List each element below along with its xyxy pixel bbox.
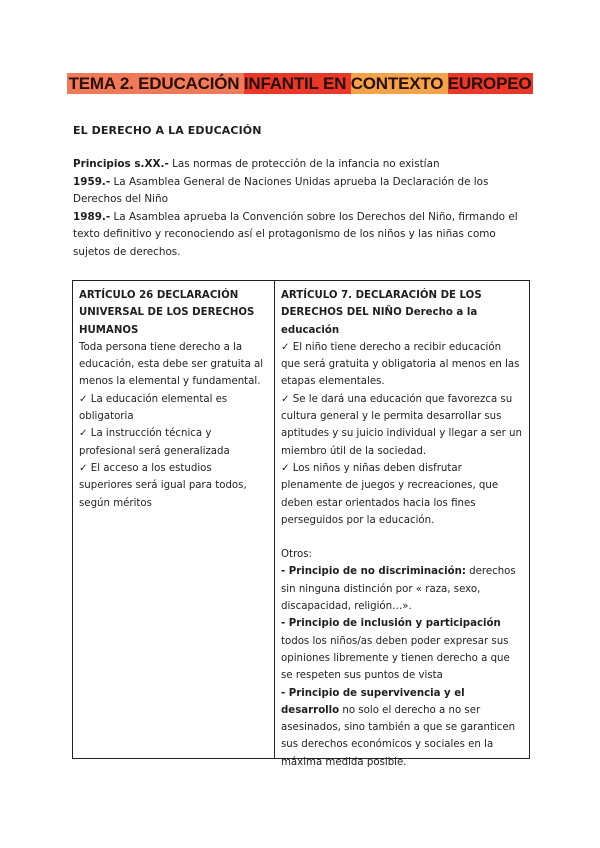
title-part-2: EDUCACIÓN [138, 74, 244, 93]
intro-text: Las normas de protección de la infancia no existían [168, 158, 440, 170]
left-check: ✓ El acceso a los estudios superiores será igual para todos, según méritos [79, 462, 247, 509]
principle-item [281, 615, 523, 684]
intro-label: 1989.- [73, 210, 111, 223]
section-heading: EL DERECHO A LA EDUCACIÓN [73, 124, 262, 137]
title-part-5: EUROPEO [447, 74, 532, 93]
table-column-right [275, 281, 529, 768]
intro-label: Principios s.XX.- [73, 158, 169, 170]
title-part-1: TEMA 2. [68, 74, 139, 93]
left-check: ✓ La educación elemental es obligatoria [79, 393, 228, 423]
right-check: ✓ Se le dará una educación que favorezca su cultura general y le permita desarrollar sus aptitudes y su juicio individual y llegar a ser un miembro útil de la sociedad. [281, 393, 522, 457]
principle-item [281, 685, 523, 771]
right-check: ✓ Los niños y niñas deben disfrutar plenamente de juegos y recreaciones, que deben estar orientados hacia los fines perseguidos por la educación. [281, 462, 499, 526]
intro-item [73, 209, 533, 262]
principle-label: - Principio de no discriminación: [281, 566, 466, 578]
intro-item [73, 174, 533, 209]
principle-item [281, 563, 523, 615]
rights-table [72, 280, 530, 768]
left-check: ✓ La instrucción técnica y profesional será generalizada [79, 428, 230, 457]
right-check: ✓ El niño tiene derecho a recibir educación que será gratuita y obligatoria al menos en las etapas elementales. [281, 341, 520, 388]
spacer [281, 529, 523, 546]
intro-item [73, 156, 533, 174]
left-body: Toda persona tiene derecho a la educación, esta debe ser gratuita al menos la elemental y fundamental. [79, 341, 264, 388]
principle-text: todos los niños/as deben poder expresar sus opiniones libremente y tienen derecho a que se respeten sus puntos de vista [281, 635, 510, 682]
title-part-3: INFANTIL EN [243, 74, 351, 93]
principle-text: derechos sin ninguna distinción por « raza, sexo, discapacidad, religión…». [281, 566, 516, 613]
page-title [0, 73, 600, 95]
intro-paragraphs [73, 156, 533, 262]
intro-text: La Asamblea General de Naciones Unidas aprueba la Declaración de los Derechos del Niño [73, 175, 489, 206]
intro-label: 1959.- [73, 175, 111, 188]
right-heading: ARTÍCULO 7. DECLARACIÓN DE LOS DERECHOS DEL NIÑO Derecho a la educación [281, 290, 482, 336]
principle-text: no solo el derecho a no ser asesinados, sino también a que se garanticen sus derechos económicos y sociales en la máxima medida posible. [281, 704, 516, 768]
title-part-4: CONTEXTO [350, 74, 448, 93]
principle-label: - Principio de inclusión y participación [281, 618, 501, 630]
left-heading: ARTÍCULO 26 DECLARACIÓN UNIVERSAL DE LOS DERECHOS HUMANOS [79, 290, 255, 336]
others-label: Otros: [281, 549, 312, 561]
principle-label: - Principio de supervivencia y el desarrollo [281, 687, 465, 716]
table-column-left [73, 281, 275, 758]
intro-text: La Asamblea aprueba la Convención sobre los Derechos del Niño, firmando el texto definitivo y reconociendo así el protagonismo de los niños y las niñas como sujetos de derechos. [73, 210, 518, 258]
